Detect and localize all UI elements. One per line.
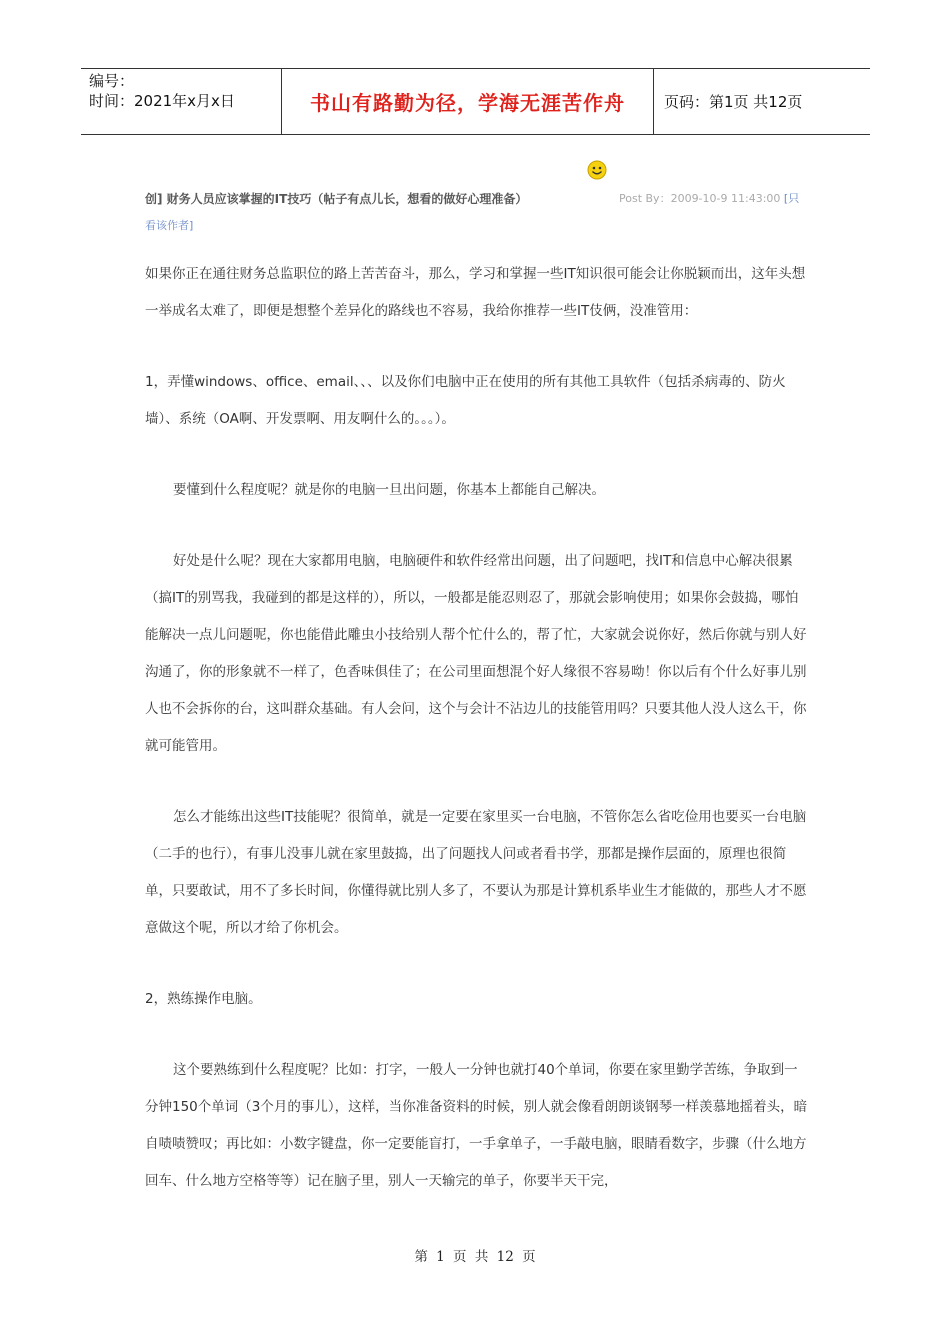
header-info-cell [81, 69, 282, 134]
page-number-cell [654, 69, 870, 134]
author-only-link[interactable]: [只 [783, 192, 800, 205]
page-footer: 第 1 页 共 12 页 [414, 1249, 536, 1265]
motto-cell [282, 69, 654, 134]
paragraph: 如果你正在通往财务总监职位的路上苦苦奋斗，那么，学习和掌握一些IT知识很可能会让你脱颖而出，这年头想一举成名太难了，即便是想整个差异化的路线也不容易，我给你推荐一些IT伎俩，没准管用： [145, 266, 806, 319]
motto-text: 书山有路勤为径，学海无涯苦作舟 [310, 91, 625, 115]
page-header [81, 68, 870, 135]
paragraph: 好处是什么呢？现在大家都用电脑，电脑硬件和软件经常出问题，出了问题吧，找IT和信息中心解决很累（搞IT的别骂我，我碰到的都是这样的），所以，一般都是能忍则忍了，那就会影响使用；如果你会鼓捣，哪怕能解决一点儿问题呢，你也能借此雕虫小技给别人帮个忙什么的，帮了忙，大家就会说你好，然后你就与别人好沟通了，你的形象就不一样了，色香味俱佳了；在公司里面想混个好人缘很不容易呦！你以后有个什么好事儿别人也不会拆你的台，这叫群众基础。有人会问，这个与会计不沾边儿的技能管用吗？只要其他人没人这么干，你就可能管用。 [145, 553, 807, 754]
author-only-link-continued[interactable]: 看该作者] [145, 219, 194, 232]
article-body [145, 256, 810, 1234]
date-label: 时间：2021年x月x日 [89, 92, 235, 110]
paragraph: 1，弄懂windows、office、email、、、以及你们电脑中正在使用的所有其他工具软件（包括杀病毒的、防火墙）、系统（OA啊、开发票啊、用友啊什么的。。。）。 [145, 374, 786, 427]
post-meta [619, 190, 799, 206]
paragraph: 这个要熟练到什么程度呢？比如：打字，一般人一分钟也就打40个单词，你要在家里勤学苦练，争取到一分钟150个单词（3个月的事儿），这样，当你准备资料的时候，别人就会像看朗朗谈钢琴一样羡慕地摇着头，暗自啧啧赞叹；再比如：小数字键盘，你一定要能盲打，一手拿单子，一手敲电脑，眼睛看数字，步骤（什么地方回车、什么地方空格等等）记在脑子里，别人一天输完的单子，你要半天干完， [145, 1062, 808, 1189]
paragraph: 怎么才能练出这些IT技能呢？很简单，就是一定要在家里买一台电脑，不管你怎么省吃俭用也要买一台电脑（二手的也行），有事儿没事儿就在家里鼓捣，出了问题找人问或者看书学，那都是操作层面的，原理也很简单，只要敢试，用不了多长时间，你懂得就比别人多了，不要认为那是计算机系毕业生才能做的，那些人才不愿意做这个呢，所以才给了你机会。 [145, 809, 807, 936]
page-label: 页码：第1页 共12页 [664, 93, 803, 111]
post-title: 创] 财务人员应该掌握的IT技巧（帖子有点儿长，想看的做好心理准备） [145, 192, 528, 206]
number-label: 编号： [89, 72, 135, 90]
paragraph: 2，熟练操作电脑。 [145, 991, 262, 1007]
paragraph: 要懂到什么程度呢？就是你的电脑一旦出问题，你基本上都能自己解决。 [173, 482, 605, 498]
smiley-icon [587, 160, 607, 180]
post-date: Post By：2009-10-9 11:43:00 [619, 192, 781, 205]
